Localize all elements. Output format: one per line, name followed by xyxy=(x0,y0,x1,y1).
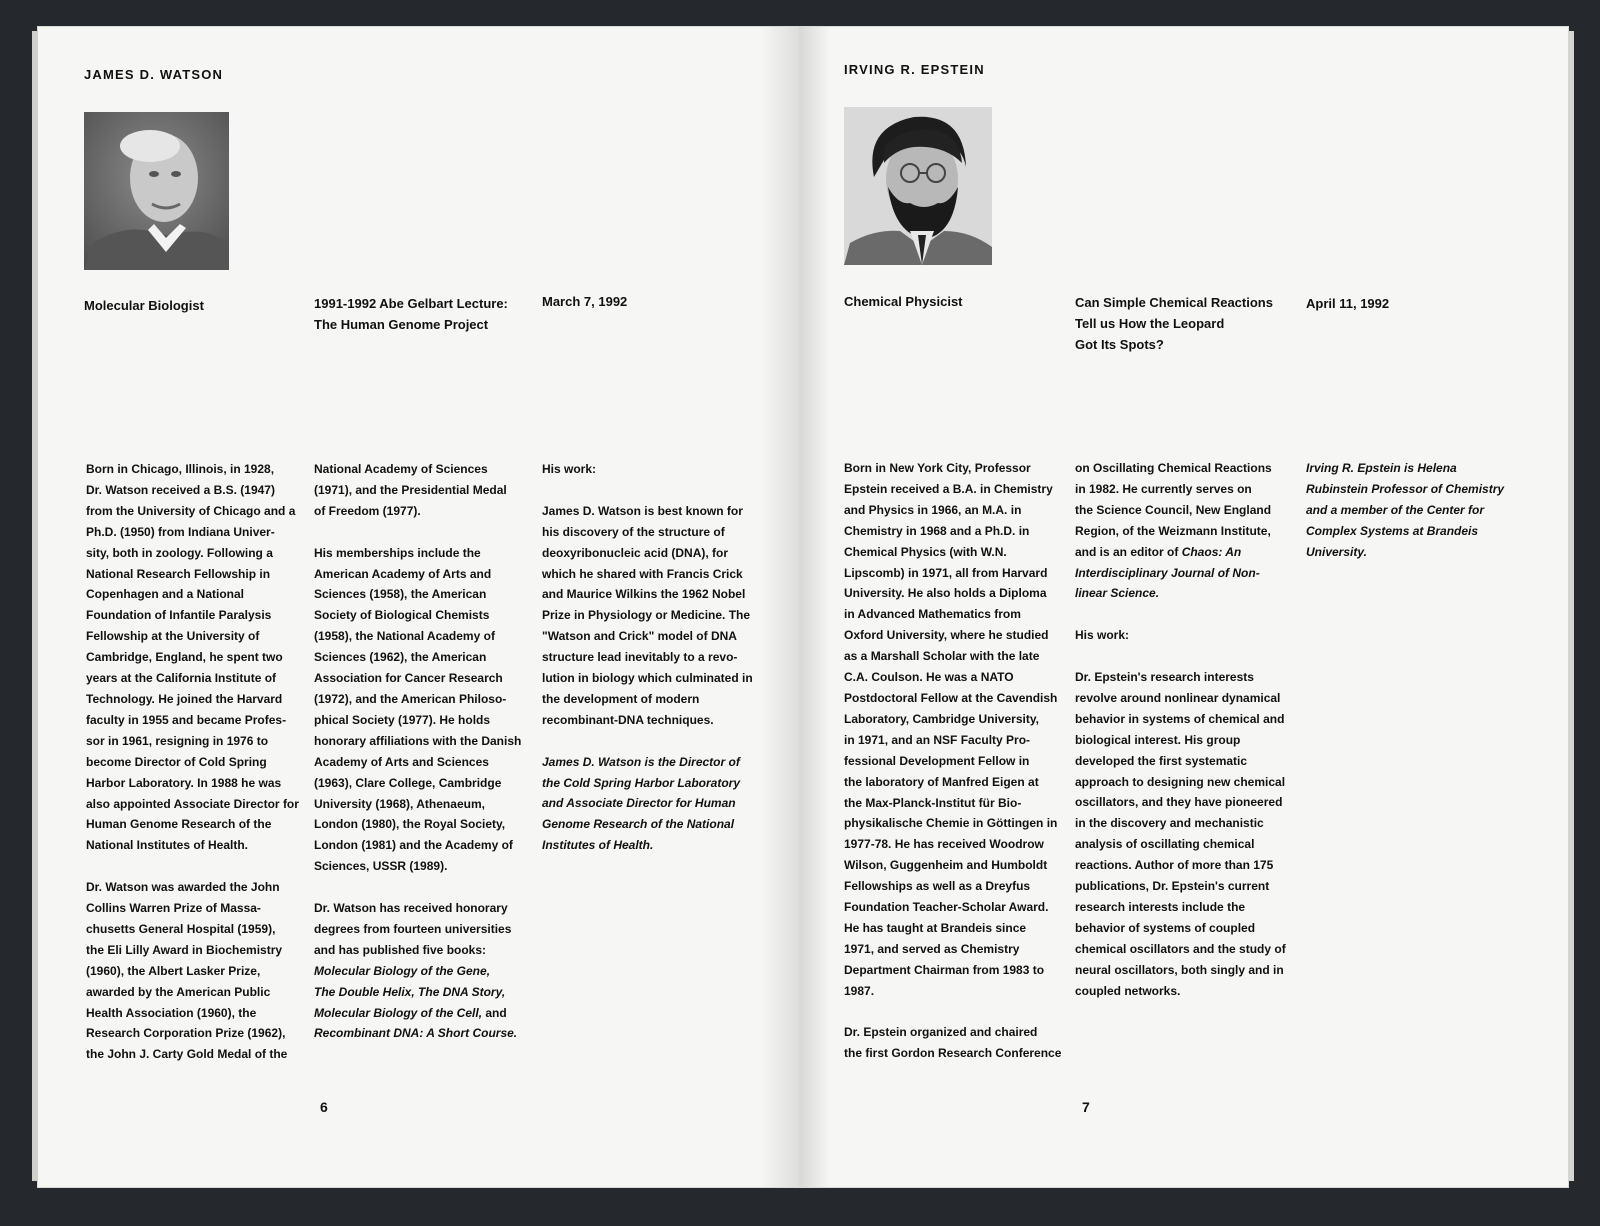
page-number: 7 xyxy=(1082,1099,1090,1115)
lecture-title: Can Simple Chemical Reactions Tell us How the Leopard Got Its Spots? xyxy=(1075,295,1273,352)
gutter-shadow xyxy=(760,27,800,1187)
bio-text: on Oscillating Chemical Reactions in 1982. He currently serves on the Science Council, New England Region, of the Weizmann Institute, and is an editor of xyxy=(1075,461,1272,559)
lecture-date: March 7, 1992 xyxy=(542,294,628,309)
bio-column-1: Born in New York City, Professor Epstein received a B.A. in Chemistry and Physics in 1966, an M.A. in Chemistry in 1968 and a Ph.D. in Chemical Physics (with W.N. Lipscomb) in 1971, all from Harvard University. He also holds a Diploma in Advanced Mathematics from Oxford University, where he studied as a Marshall Scholar with the late C.A. Coulson. He was a NATO Postdoctoral Fellow at the Cavendish Laboratory, Cambridge University, in 1971, and an NSF Faculty Pro- fessional Development Fellow in the laboratory of Manfred Eigen at the Max-Planck-Institut für Bio- physikalische Chemie in Göttingen in 1977-78. He has received Woodrow Wilson, Guggenheim and Humboldt Fellowships as well as a Dreyfus Foundation Teacher-Scholar Award. He has taught at Brandeis since 1971, and served as Chemistry Department Chairman from 1983 to 1987. Dr. Epstein organized and chaired the first Gordon Research Conference xyxy=(844,461,1062,1061)
gutter-shadow xyxy=(800,27,830,1187)
work-heading: His work: xyxy=(1075,628,1130,643)
watson-portrait xyxy=(84,112,229,270)
epstein-portrait xyxy=(844,107,992,265)
speaker-name: JAMES D. WATSON xyxy=(84,67,224,82)
work-text: James D. Watson is best known for his discovery of the structure of deoxyribonucleic acid (DNA), for which he shared with Francis Crick and Maurice Wilkins the 1962 Nobel Prize in Physiology or Medicine. The "Watson and Crick" model of DNA structure lead inevitably to a revo- lution in biology which culminated in the development of modern recombinant-DNA techniques. xyxy=(542,503,753,727)
bio-column-2 xyxy=(314,459,529,1044)
book-title: Recombinant DNA: A Short Course xyxy=(314,1026,514,1041)
bio-column-2-text: National Academy of Sciences (1971), and the Presidential Medal of Freedom (1977). His memberships include the American Academy of Arts and Sciences (1958), the American Society of Biological Chemists (1958), the National Academy of Sciences (1962), the American Association for Cancer Research (1972), and the American Philoso- phical Society (1977). He holds honorary affiliations with the Danish Academy of Arts and Sciences (1963), Clare College, Cambridge University (1968), Athenaeum, London (1980), the Royal Society, London (1981) and the Academy of Sciences, USSR (1989). Dr. Watson has received honorary degrees from fourteen universities and has published five books: xyxy=(314,462,522,957)
bio-column-2-text xyxy=(1075,458,1295,604)
journal-title: Chaos: An Interdisciplinary Journal of Non- linear Science. xyxy=(1075,544,1260,601)
book-title: The Double Helix xyxy=(314,984,412,999)
affiliation-note: Irving R. Epstein is Helena Rubinstein Professor of Chemistry and a member of the Center for Complex Systems at Brandeis University. xyxy=(1306,461,1505,559)
bio-column-1: Born in Chicago, Illinois, in 1928, Dr. Watson received a B.S. (1947) from the University of Chicago and a Ph.D. (1950) from Indiana Univer- sity, both in zoology. Following a National Research Fellowship in Copenhagen and a National Foundation of Infantile Paralysis Fellowship at the University of Cambridge, England, he spent two years at the California Institute of Technology. He joined the Harvard faculty in 1955 and became Profes- sor in 1961, resigning in 1976 to become Director of Cold Spring Harbor Laboratory. In 1988 he was also appointed Associate Director for Human Genome Research of the National Institutes of Health. Dr. Watson was awarded the John Collins Warren Prize of Massa- chusetts General Hospital (1959), the Eli Lilly Award in Biochemistry (1960), the Albert Lasker Prize, awarded by the American Public Health Association (1960), the Research Corporation Prize (1962), the John J. Carty Gold Medal of the xyxy=(86,462,299,1062)
page-edge xyxy=(32,31,38,1181)
page-number: 6 xyxy=(320,1099,328,1115)
speaker-name: IRVING R. EPSTEIN xyxy=(844,62,985,77)
affiliation-note: James D. Watson is the Director of the Cold Spring Harbor Laboratory and Associate Director for Human Genome Research of the National Institutes of Health. xyxy=(542,754,741,853)
left-page xyxy=(38,27,800,1187)
work-text: Dr. Epstein's research interests revolve around nonlinear dynamical behavior in systems of chemical and biological interest. His group developed the first systematic approach to designing new chemical oscillators, and they have pioneered in the discovery and mechanistic analysis of oscillating chemical reactions. Author of more than 175 publications, Dr. Epstein's current research interests include the behavior of systems of coupled chemical oscillators and the study of neural oscillators, both singly and in coupled networks. xyxy=(1075,670,1286,998)
book-title: Molecular Biology of the Cell xyxy=(314,1005,479,1020)
booklet-spread xyxy=(38,27,1568,1187)
page-edge xyxy=(1568,31,1574,1181)
work-heading: His work: xyxy=(542,462,597,476)
lecture-date: April 11, 1992 xyxy=(1306,296,1390,311)
book-title: The DNA Story xyxy=(418,984,502,999)
speaker-title: Molecular Biologist xyxy=(84,298,204,313)
bio-column-2 xyxy=(1075,458,1295,1002)
lecture-title: 1991-1992 Abe Gelbart Lecture: The Human Genome Project xyxy=(314,296,508,332)
bio-column-3 xyxy=(542,459,762,856)
book-title: Molecular Biology of the Gene xyxy=(314,963,487,978)
right-page xyxy=(800,27,1568,1187)
book-list: Molecular Biology of the Gene, The Double Helix, The DNA Story, Molecular Biology of the Cell, and Recombinant DNA: A Short Course. xyxy=(314,963,518,1041)
speaker-title: Chemical Physicist xyxy=(844,294,963,309)
